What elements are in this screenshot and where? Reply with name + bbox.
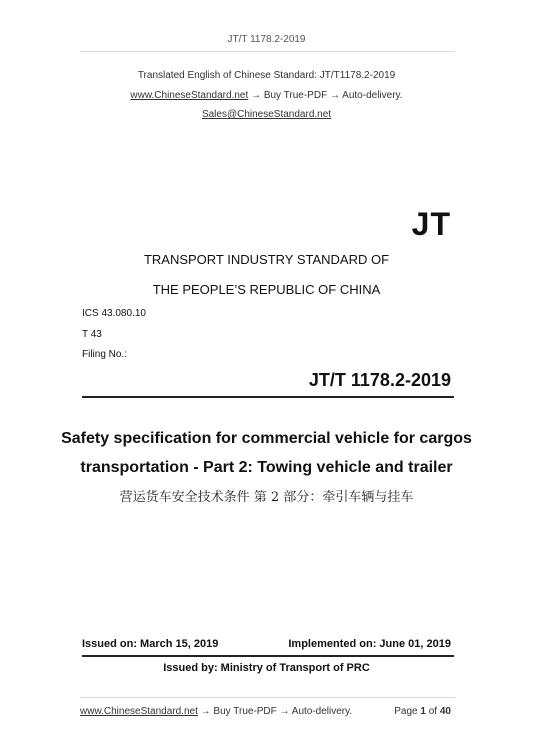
footer-divider <box>80 697 455 698</box>
implemented-date: Implemented on: June 01, 2019 <box>288 638 451 650</box>
dates-divider <box>82 655 454 657</box>
page-indicator <box>394 706 451 717</box>
title-line2: transportation - Part 2: Towing vehicle and trailer <box>80 459 453 476</box>
ics-code: ICS 43.080.10 <box>82 308 146 319</box>
issuer: Issued by: Ministry of Transport of PRC <box>163 662 370 674</box>
title-line1: Safety specification for commercial vehicle for cargos <box>61 430 472 447</box>
page-total: 40 <box>439 706 451 717</box>
page-label: Page <box>394 706 418 717</box>
filing-number: Filing No.: <box>82 349 128 360</box>
email-link[interactable]: Sales@ChineseStandard.net <box>201 109 332 120</box>
email-line <box>0 109 533 120</box>
header-divider <box>80 51 455 52</box>
site-link[interactable]: www.ChineseStandard.net <box>130 90 249 101</box>
document-number: JT/T 1178.2-2019 <box>308 370 451 390</box>
page-of: of <box>428 706 438 717</box>
purchase-text: → Buy True-PDF → Auto-delivery. <box>248 90 403 101</box>
document-number-divider <box>82 396 454 398</box>
chinese-title: 营运货车安全技术条件 第 2 部分：牵引车辆与挂车 <box>119 490 414 505</box>
footer-purchase-line <box>80 706 352 717</box>
running-header: JT/T 1178.2-2019 <box>227 34 306 45</box>
issued-date: Issued on: March 15, 2019 <box>82 638 219 650</box>
category-code: T 43 <box>82 329 102 340</box>
jt-logo: JT <box>411 206 451 242</box>
standard-heading-line1: TRANSPORT INDUSTRY STANDARD OF <box>143 252 390 267</box>
purchase-line <box>0 90 533 101</box>
footer-purchase-text: → Buy True-PDF → Auto-delivery. <box>197 706 353 717</box>
footer-site-link[interactable]: www.ChineseStandard.net <box>80 706 198 717</box>
translation-note: Translated English of Chinese Standard: JT/T1178.2-2019 <box>137 70 396 81</box>
standard-heading-line2: THE PEOPLE’S REPUBLIC OF CHINA <box>152 282 381 297</box>
page-current: 1 <box>420 706 426 717</box>
